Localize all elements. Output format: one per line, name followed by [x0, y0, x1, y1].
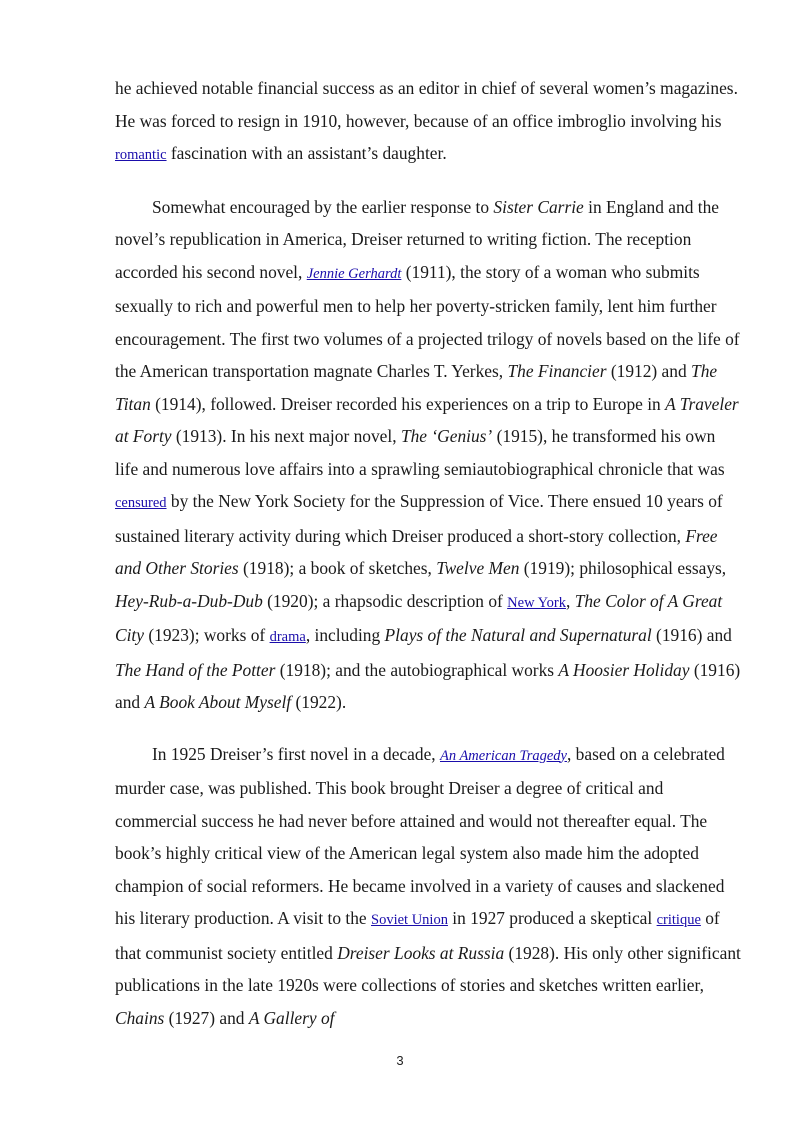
text-segment: (1922).: [291, 692, 347, 712]
link-romantic[interactable]: romantic: [115, 147, 167, 163]
text-segment: (1928). His only other significant publications in the late 1920s were collections of stories and sketches written earlier,: [115, 942, 741, 995]
book-title: Hey-Rub-a-Dub-Dub: [115, 590, 263, 611]
text-segment: ,: [565, 590, 575, 611]
text-segment: (1916) and: [651, 625, 732, 645]
text-segment: of that communist society entitled: [115, 908, 720, 963]
book-title: A Hoosier Holiday: [558, 659, 690, 680]
link-drama[interactable]: drama: [269, 629, 306, 645]
text-segment: (1913). In his next major novel,: [171, 426, 401, 446]
book-title: A Gallery of: [248, 1007, 335, 1028]
link-new-york[interactable]: New York: [507, 594, 566, 611]
book-title: The Color of A Great City: [115, 590, 723, 645]
text-segment: , based on a celebrated murder case, was published. This book brought Dreiser a degree of critical and commercial success he had never before attained and would not thereafter equal. The book’s highly critical view of the American legal system also made him the adopted champion of social reformers. He became involved in a variety of causes and slackened his literary production. A visit to the: [115, 743, 725, 928]
text-segment: by the New York Society for the Suppression of Vice. There ensued 10 years of sustained literary activity during which Dreiser produced a short-story collection,: [115, 491, 723, 546]
book-title: Chains: [115, 1007, 165, 1028]
paragraph-3: [115, 738, 742, 1035]
text-segment: (1916) and: [115, 659, 741, 712]
text-segment: , including: [305, 625, 385, 645]
book-title: Free and Other Stories: [115, 525, 718, 578]
text-segment: In 1925 Dreiser’s first novel in a decade,: [152, 743, 440, 764]
link-soviet-union[interactable]: Soviet Union: [371, 912, 448, 928]
text-segment: fascination with an assistant’s daughter.: [166, 143, 447, 163]
text-segment: in 1927 produced a skeptical: [447, 908, 657, 928]
book-title: Dreiser Looks at Russia: [337, 942, 505, 963]
text-segment: (1915), he transformed his own life and numerous love affairs into a sprawling semiautobiographical chronicle that was: [115, 426, 725, 479]
book-title: The ‘Genius’: [400, 426, 493, 446]
text-segment: (1927) and: [164, 1007, 249, 1028]
book-title: Twelve Men: [436, 558, 520, 578]
link-jennie-gerhardt[interactable]: Jennie Gerhardt: [306, 265, 402, 282]
text-segment: (1920); a rhapsodic description of: [262, 590, 508, 611]
text-segment: (1919); philosophical essays,: [519, 558, 727, 578]
document-page: [115, 72, 742, 1053]
text-segment: he achieved notable financial success as an editor in chief of several women’s magazines. He was forced to resign in 1910, however, because of an office imbroglio involving his: [115, 78, 738, 131]
text-segment: (1912) and: [606, 361, 692, 381]
book-title: The Titan: [115, 361, 718, 414]
book-title: The Financier: [507, 361, 607, 381]
book-title: Plays of the Natural and Supernatural: [384, 625, 652, 645]
book-title: Sister Carrie: [493, 196, 584, 217]
text-segment: (1918); and the autobiographical works: [275, 659, 559, 680]
text-segment: (1911), the story of a woman who submits sexually to rich and powerful men to help her poverty-stricken family, lent him further encouragement. The first two volumes of a projected trilogy of novels based on the life of the American transportation magnate Charles T. Yerkes,: [115, 261, 740, 381]
book-title: A Traveler at Forty: [115, 393, 739, 446]
text-segment: (1923); works of: [143, 625, 270, 645]
link-censured[interactable]: censured: [115, 495, 167, 511]
paragraph-1: [115, 72, 742, 172]
book-title: A Book About Myself: [144, 692, 292, 712]
text-segment: in England and the novel’s republication in America, Dreiser returned to writing fiction. The reception accorded his second novel,: [115, 196, 719, 282]
text-segment: (1914), followed. Dreiser recorded his experiences on a trip to Europe in: [150, 393, 666, 414]
text-segment: Somewhat encouraged by the earlier response to: [152, 196, 494, 217]
text-segment: (1918); a book of sketches,: [238, 558, 437, 578]
page-number: 3: [396, 1053, 404, 1068]
link-critique[interactable]: critique: [656, 912, 701, 928]
paragraph-2: [115, 191, 742, 719]
link-an-american-tragedy[interactable]: An American Tragedy: [439, 747, 567, 764]
book-title: The Hand of the Potter: [115, 659, 276, 680]
